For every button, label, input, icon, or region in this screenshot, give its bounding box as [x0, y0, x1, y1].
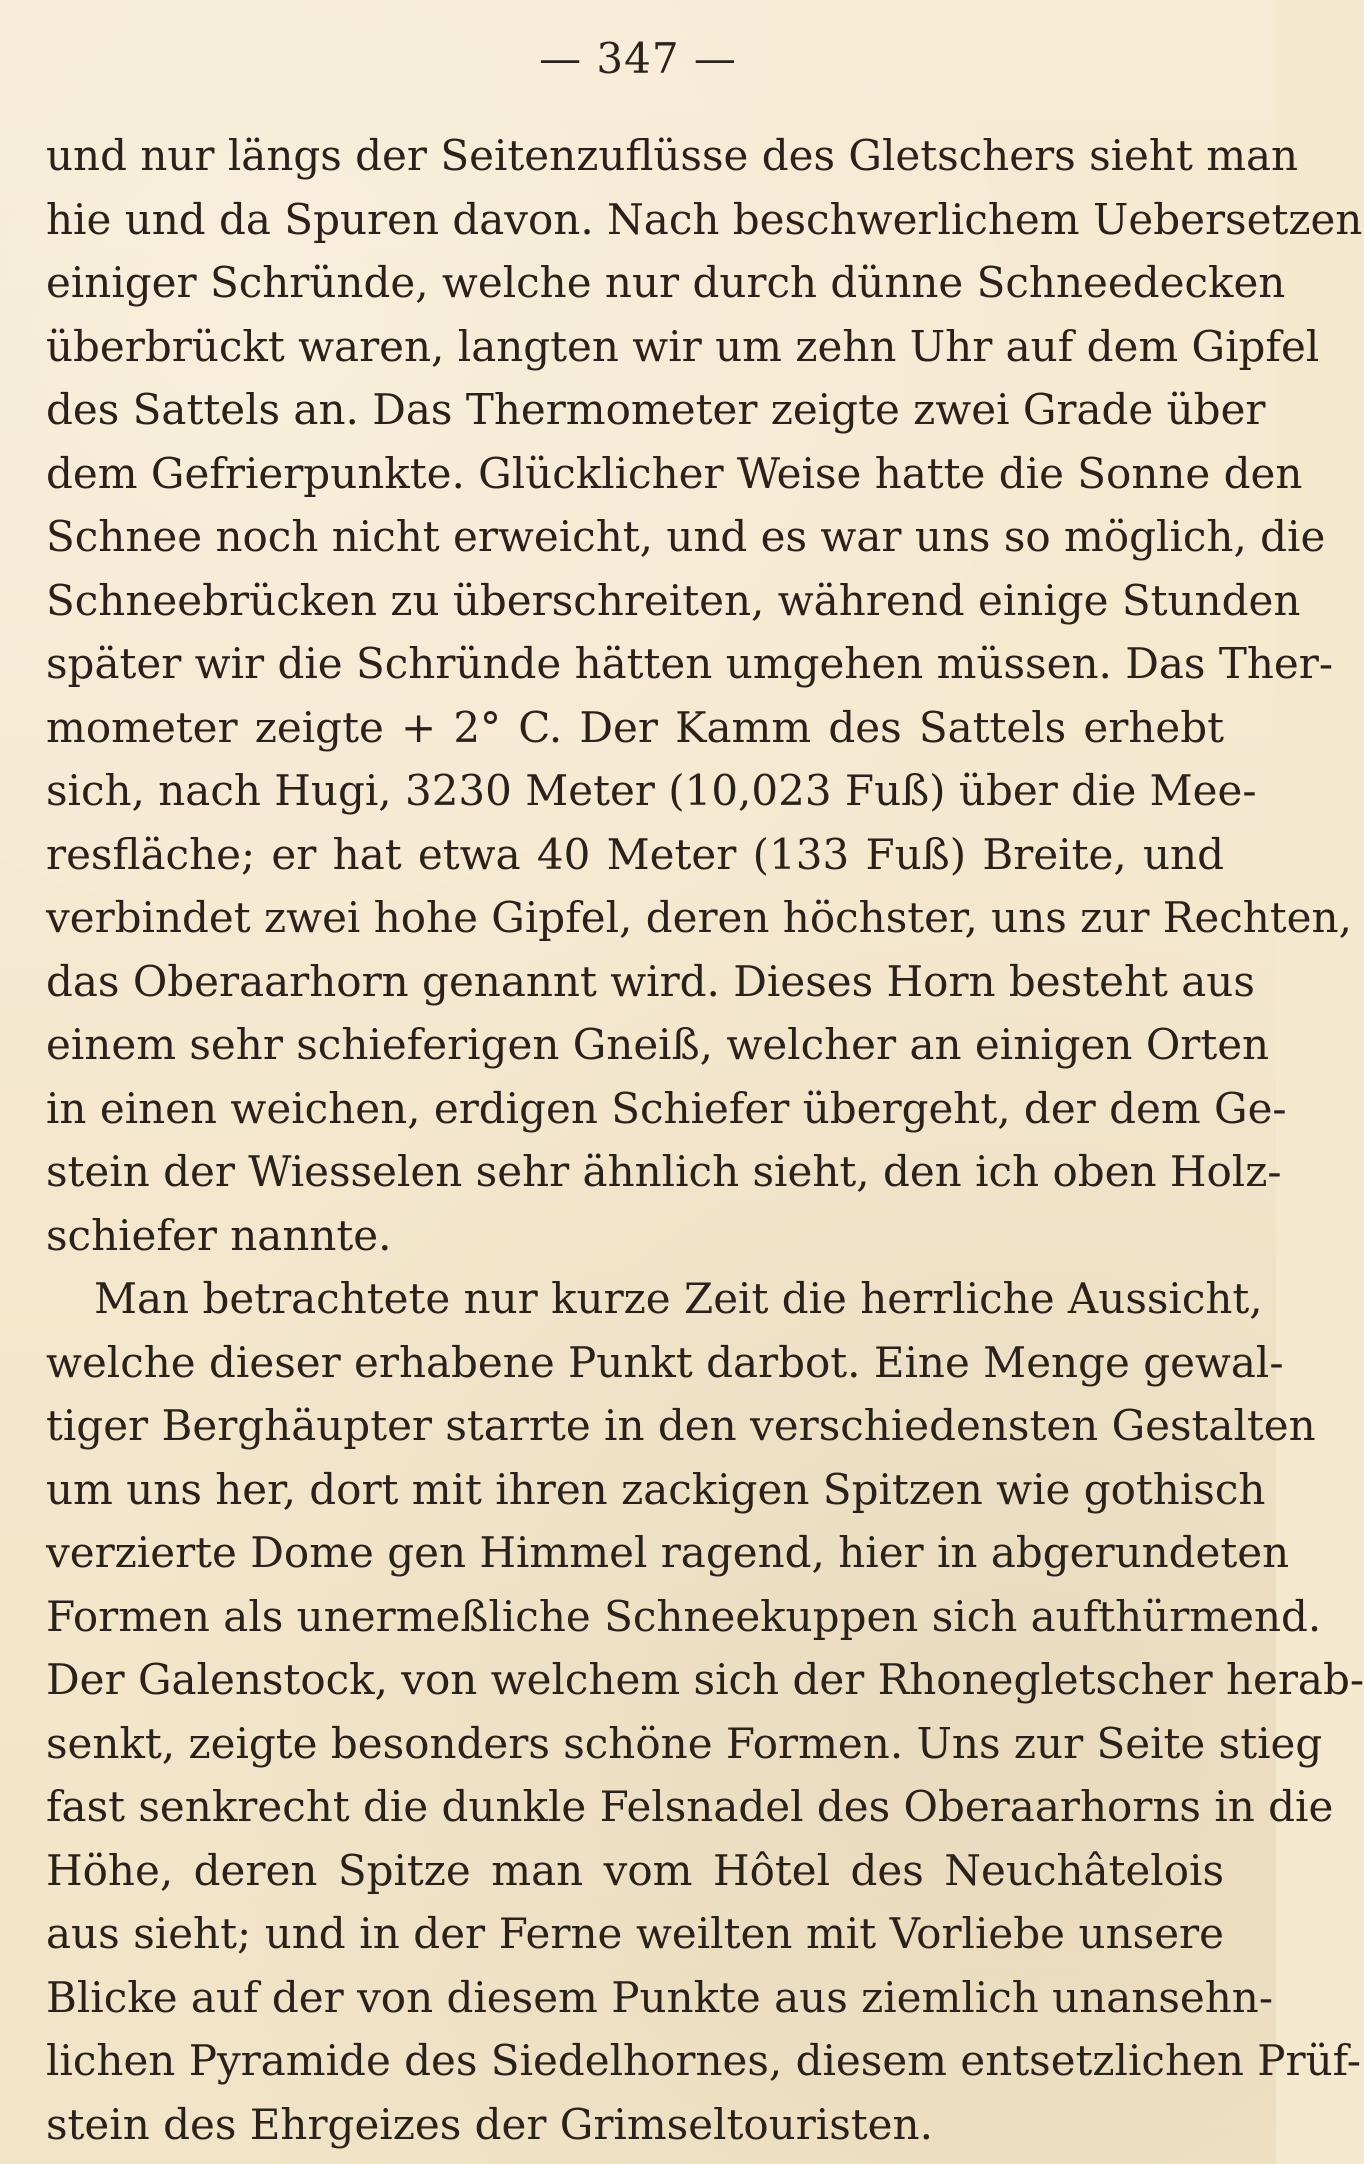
text-line: verzierte Dome gen Himmel ragend, hier in abgerundeten — [46, 1528, 1290, 1577]
text-line: hie und da Spuren davon. Nach beschwerlichem Uebersetzen — [46, 194, 1363, 244]
text-line: aus sieht; und in der Ferne weilten mit Vorliebe unsere — [46, 1909, 1224, 1958]
text-line: resfläche; er hat etwa 40 Meter (133 Fuß) Breite, und — [46, 829, 1224, 879]
text-line: Schnee noch nicht erweicht, und es war uns so möglich, die — [46, 512, 1326, 561]
text-line: überbrückt waren, langten wir um zehn Uhr auf dem Gipfel — [46, 321, 1320, 371]
text-line: stein des Ehrgeizes der Grimseltouristen. — [46, 2099, 933, 2149]
text-line: einiger Schründe, welche nur durch dünne Schneedecken — [46, 258, 1286, 307]
text-line: fast senkrecht die dunkle Felsnadel des Oberaarhorns in die — [46, 1782, 1334, 1831]
text-line: verbindet zwei hohe Gipfel, deren höchster, uns zur Rechten, — [46, 893, 1352, 942]
text-line: sich, nach Hugi, 3230 Meter (10,023 Fuß) über die Mee- — [46, 766, 1257, 815]
text-line: dem Gefrierpunkte. Glücklicher Weise hatte die Sonne den — [46, 448, 1303, 498]
text-line: stein der Wiesselen sehr ähnlich sieht, den ich oben Holz- — [46, 1147, 1282, 1196]
text-line: des Sattels an. Das Thermometer zeigte zwei Grade über — [46, 385, 1266, 434]
text-line: senkt, zeigte besonders schöne Formen. Uns zur Seite stieg — [46, 1718, 1323, 1768]
text-line: Man betrachtete nur kurze Zeit die herrliche Aussicht, — [94, 1274, 1263, 1323]
text-line: lichen Pyramide des Siedelhornes, diesem entsetzlichen Prüf- — [46, 2036, 1361, 2085]
text-line: schiefer nannte. — [46, 1210, 392, 1260]
text-line: tiger Berghäupter starrte in den verschiedensten Gestalten — [46, 1401, 1316, 1450]
text-line: einem sehr schieferigen Gneiß, welcher an einigen Orten — [46, 1020, 1270, 1069]
text-line: Formen als unermeßliche Schneekuppen sich aufthürmend. — [46, 1591, 1322, 1641]
text-line: Der Galenstock, von welchem sich der Rhonegletscher herab- — [46, 1655, 1364, 1704]
text-line: das Oberaarhorn genannt wird. Dieses Horn besteht aus — [46, 956, 1255, 1006]
page-number: — 347 — — [539, 34, 737, 83]
text-line: Blicke auf der von diesem Punkte aus ziemlich unansehn- — [46, 1972, 1274, 2022]
text-line: mometer zeigte + 2° C. Der Kamm des Sattels erhebt — [46, 702, 1224, 752]
text-line: welche dieser erhabene Punkt darbot. Eine Menge gewal- — [46, 1337, 1284, 1387]
text-line: und nur längs der Seitenzuflüsse des Gletschers sieht man — [46, 131, 1299, 180]
text-line: in einen weichen, erdigen Schiefer übergeht, der dem Ge- — [46, 1083, 1287, 1133]
text-line: Höhe, deren Spitze man vom Hôtel des Neuchâtelois — [46, 1845, 1224, 1895]
text-line: um uns her, dort mit ihren zackigen Spitzen wie gothisch — [46, 1464, 1266, 1514]
body-text — [46, 124, 1364, 2156]
text-line: später wir die Schründe hätten umgehen müssen. Das Ther- — [46, 639, 1334, 688]
text-line: Schneebrücken zu überschreiten, während einige Stunden — [46, 575, 1301, 625]
